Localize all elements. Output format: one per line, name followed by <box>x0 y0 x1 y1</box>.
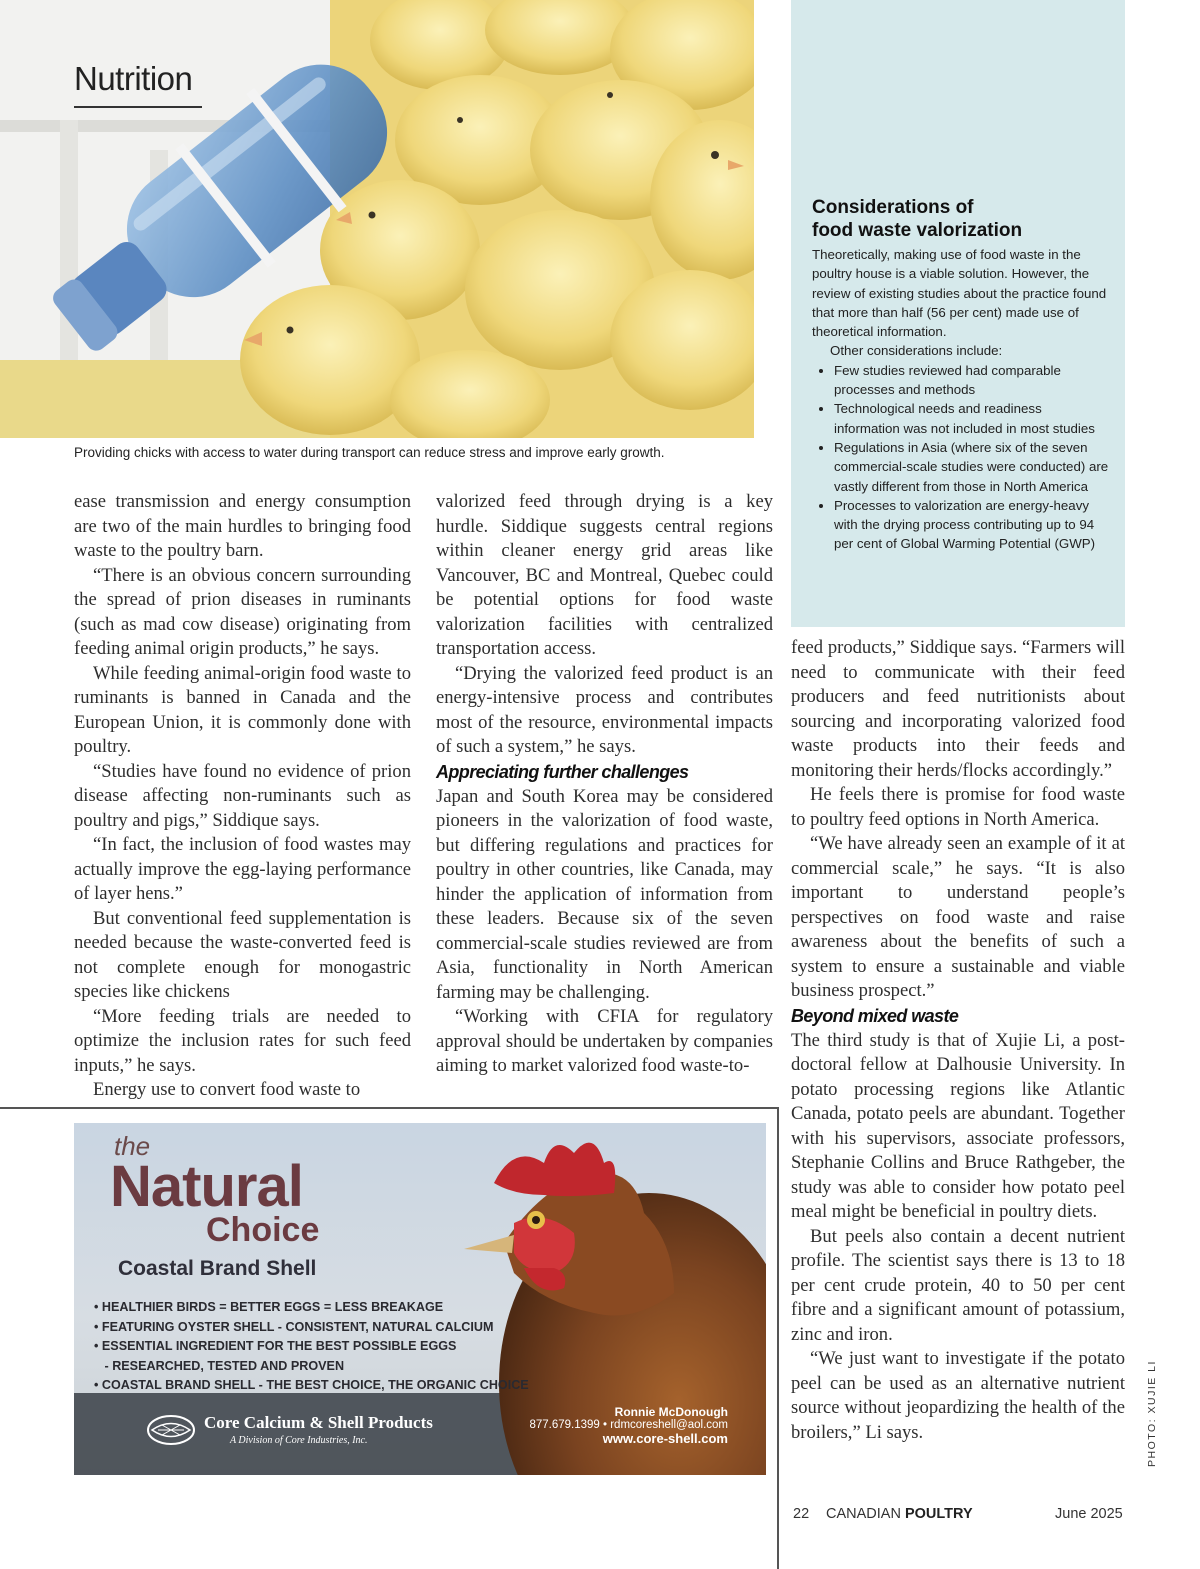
ad-contact-name: Ronnie McDonough <box>614 1405 728 1419</box>
ad-natural-title: Natural <box>110 1154 303 1219</box>
sidebar-title <box>812 196 1109 242</box>
article-column-3 <box>791 636 1125 1445</box>
shell-logo-icon <box>146 1413 196 1447</box>
subheading: Beyond mixed waste <box>791 1005 959 1026</box>
paragraph: But peels also contain a decent nutrient profile. The scientist says there is 13 to 18 per cent crude protein, 40 to 50 per cent fibre and a significant amount of potassium, zinc and iron. <box>791 1225 1125 1345</box>
ad-brand-name: Coastal Brand Shell <box>118 1257 317 1280</box>
photo-credit: PHOTO: XUJIE LI <box>1146 1360 1158 1467</box>
ad-frame-right-rule <box>777 1107 779 1569</box>
paragraph: He feels there is promise for food waste to poultry feed options in North America. <box>791 784 1125 830</box>
ad-bullet: • HEALTHIER BIRDS = BETTER EGGS = LESS BREAKAGE <box>94 1300 444 1314</box>
paragraph: “There is an obvious concern surrounding the spread of prion diseases in ruminants (such as mad cow disease) originating from feeding animal origin products,” he says. <box>74 564 411 659</box>
ad-company-name: Core Calcium & Shell Products <box>204 1413 433 1432</box>
sidebar-bullet: • Regulations in Asia (where six of the seven commercial-scale studies were conducted) are vastly different from those in North America <box>834 438 1109 496</box>
paragraph: “We just want to investigate if the potato peel can be used as an alternative nutrient source without jeopardizing the health of the broilers,” Li says. <box>791 1348 1125 1443</box>
paragraph: “In fact, the inclusion of food wastes may actually improve the egg-laying performance of layer hens.” <box>74 834 411 904</box>
ad-contact-phone-email[interactable]: 877.679.1399 • rdmcoreshell@aol.com <box>529 1419 728 1431</box>
paragraph: “Studies have found no evidence of prion disease affecting non-ruminants such as poultry and pigs,” Siddique says. <box>74 760 411 831</box>
ad-website-link[interactable]: www.core-shell.com <box>602 1431 728 1446</box>
ad-frame-top-rule <box>0 1107 779 1109</box>
ad-bullet: - RESEARCHED, TESTED AND PROVEN <box>94 1358 345 1373</box>
sidebar-bullet: • Few studies reviewed had comparable processes and methods <box>834 361 1109 400</box>
ad-the: the <box>114 1131 151 1161</box>
ad-bullet: • FEATURING OYSTER SHELL - CONSISTENT, NATURAL CALCIUM <box>94 1319 494 1334</box>
paragraph: ease transmission and energy consumption are two of the main hurdles to bringing food waste to the poultry barn. <box>74 491 411 561</box>
photo-caption: Providing chicks with access to water during transport can reduce stress and improve early growth. <box>74 445 665 460</box>
magazine-name <box>826 1506 973 1522</box>
sidebar-bullet: • Technological needs and readiness information was not included in most studies <box>834 399 1109 438</box>
paragraph: “Drying the valorized feed product is an energy-intensive process and contributes most of the resource, environmental impacts of such a system,” he says. <box>436 662 773 757</box>
coastal-brand-shell-ad[interactable] <box>74 1123 766 1475</box>
ad-choice-title: Choice <box>206 1211 320 1249</box>
sidebar-bullet-list <box>812 361 1109 554</box>
section-rule <box>74 106 202 108</box>
subheading: Appreciating further challenges <box>436 761 689 782</box>
section-label: Nutrition <box>74 60 193 97</box>
sidebar-intro: Theoretically, making use of food waste in the poultry house is a viable solution. However, the review of existing studies about the practice found that more than half (56 per cent) made use of theoretical information. <box>812 247 1107 340</box>
paragraph: Japan and South Korea may be considered pioneers in the valorization of food waste, but differing regulations and practices for poultry in other countries, like Canada, may hinder the application of information from these leaders. Because six of the seven commercial-scale studies reviewed are from Asia, functionality in North American farming may be challenging. <box>436 785 773 1003</box>
magazine-name-prefix: CANADIAN <box>826 1506 905 1522</box>
paragraph: valorized feed through drying is a key hurdle. Siddique suggests central regions within cleaner energy grid areas like Vancouver, BC and Montreal, Quebec could be potential options for food waste valorization facilities with centralized transportation access. <box>436 491 773 659</box>
paragraph: Energy use to convert food waste to <box>93 1079 361 1100</box>
page-number: 22 <box>793 1506 810 1522</box>
article-column-2 <box>436 490 773 1079</box>
paragraph: “Working with CFIA for regulatory approval should be undertaken by companies aiming to market valorized food waste-to- <box>436 1006 773 1076</box>
paragraph: But conventional feed supplementation is needed because the waste-converted feed is not complete enough for monogastric species like chickens <box>74 907 411 1002</box>
ad-bullet: • ESSENTIAL INGREDIENT FOR THE BEST POSSIBLE EGGS <box>94 1339 457 1353</box>
paragraph: The third study is that of Xujie Li, a post-doctoral fellow at Dalhousie University. In potato processing regions like Atlantic Canada, potato peels are abundant. Together with his supervisors, associate professors, Stephanie Collins and Bruce Rathgeber, the study was able to consider how potato peel meal might be beneficial in poultry diets. <box>791 1029 1125 1222</box>
sidebar-title-line2: food waste valorization <box>812 220 1023 241</box>
sidebar-bullet: • Processes to valorization are energy-heavy with the drying process contributing up to 94 per cent of Global Warming Potential (GWP) <box>834 496 1109 554</box>
sidebar-other-label: Other considerations include: <box>830 343 1003 359</box>
article-column-1 <box>74 490 411 1103</box>
ad-company-division: A Division of Core Industries, Inc. <box>230 1435 368 1446</box>
paragraph: “We have already seen an example of it at commercial scale,” he says. “It is also important to understand people’s perspectives on food waste and raise awareness about the benefits of such a system to ensure a sustainable and viable business prospect.” <box>791 833 1125 1001</box>
paragraph: feed products,” Siddique says. “Farmers will need to communicate with their feed producers and feed nutritionists about sourcing and incorporating valorized food waste products into their feeds and monitoring their herds/flocks accordingly.” <box>791 637 1125 781</box>
issue-date: June 2025 <box>1055 1506 1123 1522</box>
magazine-name-bold: POULTRY <box>904 1506 973 1522</box>
paragraph: “More feeding trials are needed to optimize the inclusion rates for such feed inputs,” he says. <box>74 1005 411 1076</box>
paragraph: While feeding animal-origin food waste to ruminants is banned in Canada and the European Union, it is commonly done with poultry. <box>74 662 411 757</box>
ad-contact-block <box>504 1405 728 1446</box>
sidebar-title-line1: Considerations of <box>812 197 974 218</box>
ad-bullet: • COASTAL BRAND SHELL - THE BEST CHOICE, THE ORGANIC CHOICE <box>94 1378 529 1392</box>
considerations-sidebar <box>791 0 1125 627</box>
ad-bullet-list <box>94 1298 574 1396</box>
